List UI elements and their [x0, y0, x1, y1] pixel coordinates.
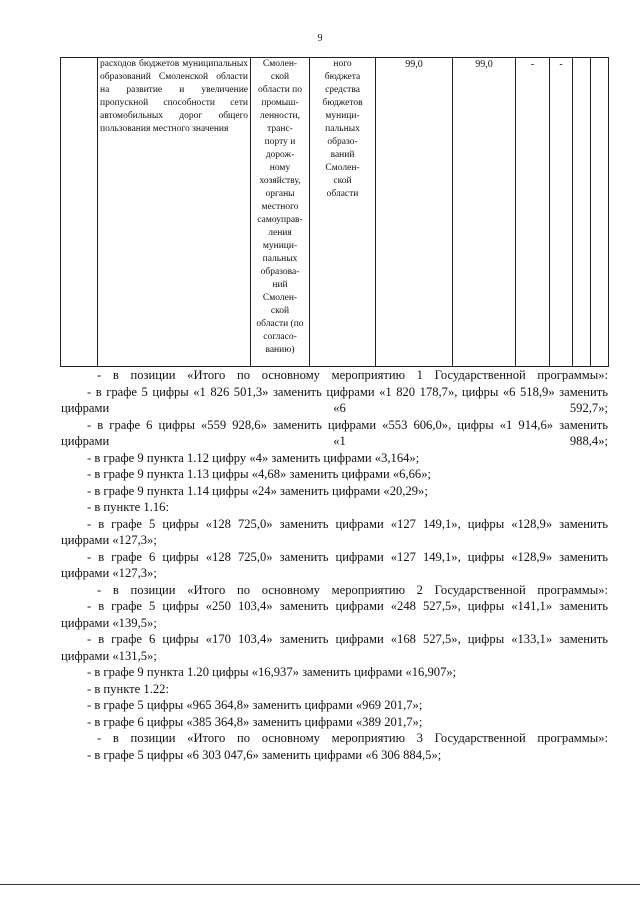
- paragraph: - в графе 5 цифры «965 364,8» заменить цифрами «969 201,7»;: [87, 698, 423, 712]
- paragraph: - в пункте 1.16:: [87, 500, 169, 514]
- paragraph: - в позиции «Итого по основному мероприятию 1 Государственной программы»:: [97, 368, 608, 382]
- dash-cell-2: -: [550, 58, 573, 367]
- cell-line: ному: [269, 163, 291, 173]
- cell-line: бюджета: [324, 72, 361, 82]
- number-cell: [61, 58, 98, 367]
- cell-line: области (по: [256, 319, 304, 329]
- cell-line: области: [326, 189, 359, 199]
- description-cell: расходов бюджетов муниципальных образований Смоленской области на развитие и увеличение пропускной способности сети автомобильных дорог общего пользования местного значения: [98, 58, 251, 367]
- cell-line: ний: [272, 280, 288, 290]
- paragraph: - в графе 5 цифры «1 826 501,3» заменить цифрами «1 820 178,7», цифры «6 518,9» заменить цифрами «6 592,7»;: [61, 384, 608, 415]
- paragraph: - в графе 6 цифры «385 364,8» заменить цифрами «389 201,7»;: [87, 714, 423, 729]
- cell-line: средства: [325, 85, 360, 95]
- cell-line: ской: [333, 176, 352, 186]
- paragraph: - в графе 5 цифры «250 103,4» заменить цифрами «248 527,5», цифры «141,1» заменить цифрами «139,5»;: [61, 599, 608, 630]
- cell-line: ления: [268, 228, 292, 238]
- paragraph: - в графе 9 пункта 1.20 цифры «16,937» заменить цифрами «16,907»;: [87, 665, 457, 679]
- cell-line: Смолен-: [325, 163, 360, 173]
- cell-line: образова-: [260, 267, 300, 277]
- cell-line: ленности,: [260, 111, 300, 121]
- cell-line: ванию): [265, 345, 295, 355]
- source-lines: [312, 58, 373, 201]
- cell-line: дорож-: [265, 150, 295, 160]
- paragraph: - в графе 5 цифры «128 725,0» заменить цифрами «127 149,1», цифры «128,9» заменить цифрами «127,3»;: [61, 516, 608, 547]
- executor-lines: [253, 58, 307, 357]
- paragraph: - в графе 6 цифры «170 103,4» заменить цифрами «168 527,5», цифры «133,1» заменить цифрами «131,5»;: [61, 632, 608, 663]
- executor-cell: [251, 58, 310, 367]
- cell-line: бюджетов: [322, 98, 363, 108]
- table-row: [61, 58, 609, 367]
- cell-line: транс-: [267, 124, 293, 134]
- empty-cell: [591, 58, 609, 367]
- cell-line: ской: [270, 72, 290, 82]
- footer-rule: [0, 884, 640, 885]
- cell-line: согласо-: [263, 332, 297, 342]
- funding-source-cell: [310, 58, 376, 367]
- paragraph: - в графе 5 цифры «6 303 047,6» заменить цифрами «6 306 884,5»;: [87, 747, 442, 762]
- dash-cell-1: -: [516, 58, 550, 367]
- cell-line: муници-: [325, 111, 360, 121]
- cell-line: местного: [261, 202, 299, 212]
- cell-line: промыш-: [261, 98, 299, 108]
- paragraph: - в позиции «Итого по основному мероприятию 3 Государственной программы»:: [97, 731, 608, 745]
- cell-line: образо-: [327, 137, 358, 147]
- cell-line: органы: [265, 189, 295, 199]
- paragraph: - в графе 9 пункта 1.14 цифры «24» заменить цифрами «20,29»;: [87, 483, 428, 498]
- cell-line: ваний: [330, 150, 355, 160]
- cell-line: Смолен-: [262, 293, 298, 303]
- budget-table: [60, 57, 609, 367]
- paragraph: - в пункте 1.22:: [87, 681, 169, 696]
- paragraph: - в позиции «Итого по основному мероприятию 2 Государственной программы»:: [97, 582, 608, 597]
- empty-cell: [573, 58, 591, 367]
- cell-line: ской: [270, 306, 290, 316]
- paragraph: - в графе 6 цифры «559 928,6» заменить цифрами «553 606,0», цифры «1 914,6» заменить цифрами «1 988,4»;: [61, 417, 608, 448]
- paragraph: - в графе 9 пункта 1.13 цифры «4,68» заменить цифрами «6,66»;: [87, 467, 431, 481]
- cell-line: ного: [333, 59, 352, 69]
- paragraph: - в графе 9 пункта 1.12 цифру «4» заменить цифрами «3,164»;: [87, 450, 420, 465]
- cell-line: пальных: [325, 124, 360, 134]
- cell-line: хозяйству,: [259, 176, 301, 186]
- amendments-text: [61, 367, 608, 763]
- cell-line: области по: [258, 85, 302, 95]
- page-number: 9: [317, 33, 323, 44]
- cell-line: Смолен-: [262, 59, 298, 69]
- cell-line: муници-: [262, 241, 298, 251]
- cell-line: самоуправ-: [257, 215, 303, 225]
- value-year-cell: 99,0: [453, 58, 516, 367]
- cell-line: порту и: [264, 137, 296, 147]
- paragraph: - в графе 6 цифры «128 725,0» заменить цифрами «127 149,1», цифры «128,9» заменить цифрами «127,3»;: [61, 549, 608, 580]
- value-total-cell: 99,0: [376, 58, 453, 367]
- cell-line: пальных: [262, 254, 298, 264]
